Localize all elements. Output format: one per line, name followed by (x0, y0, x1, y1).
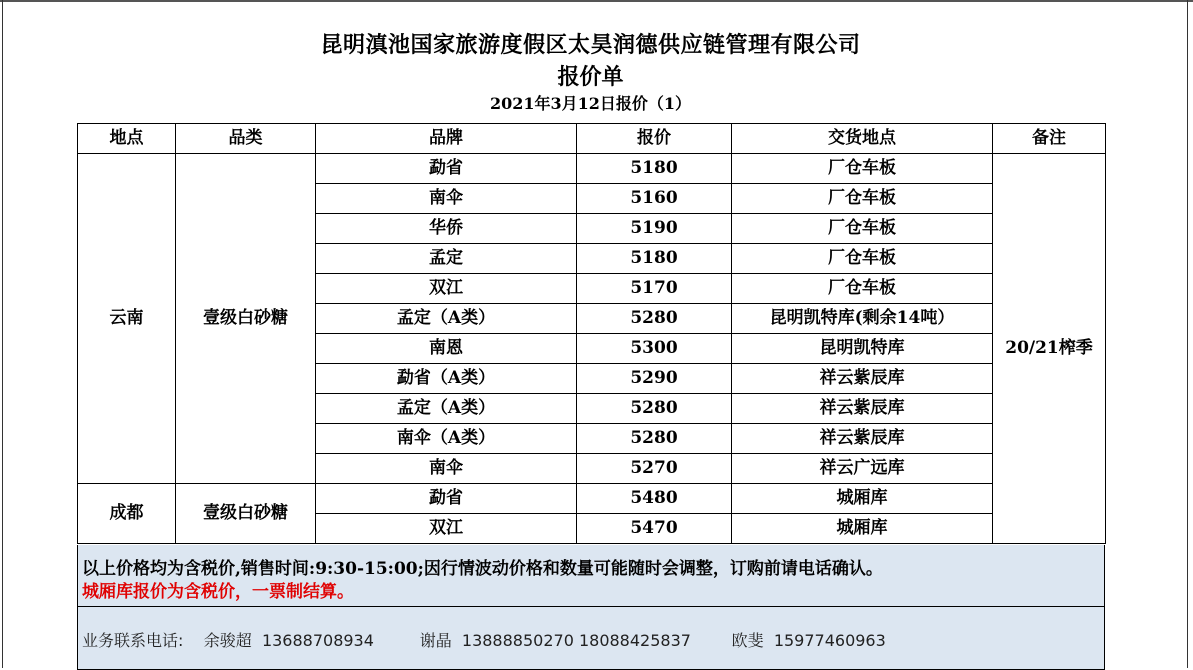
contact-phone: 15977460963 (773, 631, 886, 650)
frame-left-border (2, 0, 3, 668)
brand-cell: 南伞（A类） (316, 424, 577, 454)
delivery-cell: 厂仓车板 (732, 244, 993, 274)
frame-right-border (1187, 0, 1188, 668)
delivery-cell: 昆明凯特库 (732, 334, 993, 364)
price-cell: 5480 (577, 484, 732, 514)
contacts-panel (77, 606, 1105, 670)
location-cell: 成都 (78, 484, 176, 544)
column-header-delivery: 交货地点 (732, 124, 993, 154)
notes-panel (77, 545, 1105, 607)
brand-cell: 双江 (316, 514, 577, 544)
category-cell: 壹级白砂糖 (176, 154, 316, 484)
delivery-cell: 祥云广远库 (732, 454, 993, 484)
brand-cell: 南恩 (316, 334, 577, 364)
column-header-price: 报价 (577, 124, 732, 154)
price-cell: 5160 (577, 184, 732, 214)
table-row (78, 484, 1106, 514)
brand-cell: 孟定（A类） (316, 394, 577, 424)
price-cell: 5470 (577, 514, 732, 544)
delivery-cell: 厂仓车板 (732, 184, 993, 214)
contact-label: 业务联系电话: (82, 631, 184, 650)
contact-name: 欧斐 (731, 631, 764, 650)
settlement-note: 城厢库报价为含税价，一票制结算。 (82, 582, 354, 602)
contact-phone: 13688708934 (261, 631, 374, 650)
column-header-category: 品类 (176, 124, 316, 154)
delivery-cell: 昆明凯特库(剩余14吨） (732, 304, 993, 334)
table-header-row (78, 124, 1106, 154)
document-title: 报价单 (557, 64, 624, 90)
delivery-cell: 祥云紫辰库 (732, 394, 993, 424)
price-cell: 5190 (577, 214, 732, 244)
delivery-cell: 祥云紫辰库 (732, 364, 993, 394)
brand-cell: 孟定（A类） (316, 304, 577, 334)
column-header-location: 地点 (78, 124, 176, 154)
contact-phone: 13888850270 18088425837 (461, 631, 691, 650)
price-cell: 5280 (577, 394, 732, 424)
remark-cell: 20/21榨季 (993, 154, 1106, 544)
contact-name: 谢晶 (419, 631, 452, 650)
brand-cell: 华侨 (316, 214, 577, 244)
price-cell: 5290 (577, 364, 732, 394)
column-header-remark: 备注 (993, 124, 1106, 154)
brand-cell: 孟定 (316, 244, 577, 274)
quote-table (77, 123, 1106, 544)
delivery-cell: 厂仓车板 (732, 274, 993, 304)
price-cell: 5180 (577, 154, 732, 184)
price-cell: 5180 (577, 244, 732, 274)
brand-cell: 勐省（A类） (316, 364, 577, 394)
price-cell: 5270 (577, 454, 732, 484)
brand-cell: 双江 (316, 274, 577, 304)
price-cell: 5300 (577, 334, 732, 364)
table-row (78, 154, 1106, 184)
price-cell: 5280 (577, 304, 732, 334)
brand-cell: 南伞 (316, 184, 577, 214)
contact-line (82, 628, 886, 651)
frame-top-border (0, 0, 1193, 2)
delivery-cell: 城厢库 (732, 484, 993, 514)
location-cell: 云南 (78, 154, 176, 484)
price-cell: 5280 (577, 424, 732, 454)
brand-cell: 勐省 (316, 154, 577, 184)
delivery-cell: 城厢库 (732, 514, 993, 544)
delivery-cell: 厂仓车板 (732, 154, 993, 184)
quote-date: 2021年3月12日报价（1） (489, 94, 692, 113)
delivery-cell: 厂仓车板 (732, 214, 993, 244)
company-name: 昆明滇池国家旅游度假区太昊润德供应链管理有限公司 (320, 32, 861, 58)
delivery-cell: 祥云紫辰库 (732, 424, 993, 454)
brand-cell: 勐省 (316, 484, 577, 514)
column-header-brand: 品牌 (316, 124, 577, 154)
tax-note: 以上价格均为含税价,销售时间:9:30-15:00;因行情波动价格和数量可能随时会调整，订购前请电话确认。 (82, 559, 883, 579)
category-cell: 壹级白砂糖 (176, 484, 316, 544)
price-cell: 5170 (577, 274, 732, 304)
brand-cell: 南伞 (316, 454, 577, 484)
contact-name: 余骏超 (203, 631, 252, 650)
